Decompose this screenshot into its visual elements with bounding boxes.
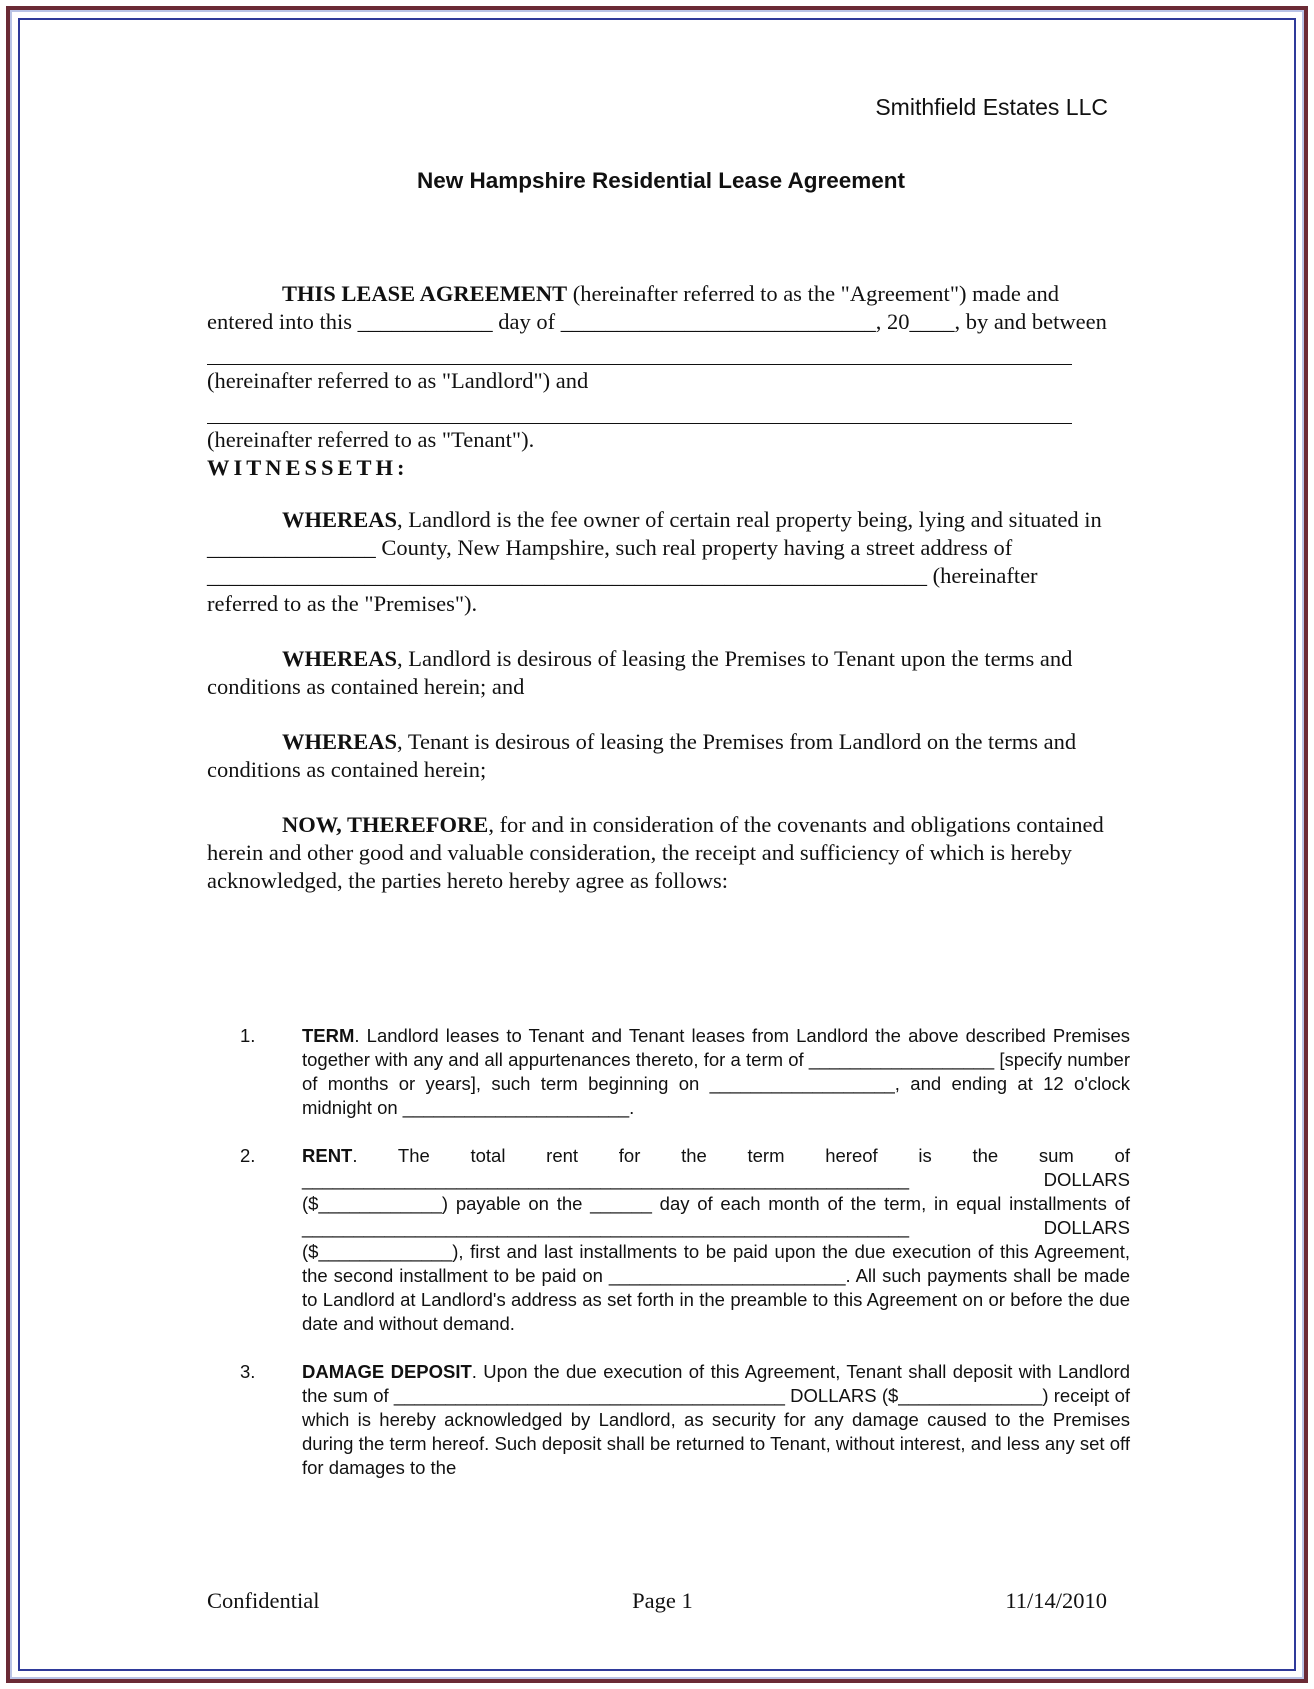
intro-lead: THIS LEASE AGREEMENT (282, 281, 568, 306)
section-number: 2. (240, 1145, 256, 1166)
recital-lead: WHEREAS (282, 729, 398, 754)
tenant-reference: (hereinafter referred to as "Tenant"). (207, 427, 535, 452)
section-heading: DAMAGE DEPOSIT (302, 1361, 472, 1382)
section-term (240, 1024, 1130, 1120)
document-title: New Hampshire Residential Lease Agreement (416, 168, 906, 193)
recital-paragraph (207, 645, 1107, 701)
recital-text: , for and in consideration of the covenants and obligations contained herein and other good and valuable consideration, the receipt and sufficiency of which is hereby acknowledged, the parties hereto hereby agree as follows: (207, 812, 1104, 893)
intro-text: (hereinafter referred to as the "Agreement") made and entered into this ____________ day of ____________________________, 20____, by and between (207, 281, 1107, 334)
section-text: . The total rent for the term hereof is the sum of ___________________________________________________________ DOLLARS ($____________) payable on the ______ day of each month of the term, in equal installments of ___________________________________________________________ DOLLARS ($_____________), first and last installments to be paid upon the due execution of this Agreement, the second installment to be paid on _______________________. All such payments shall be made to Landlord at Landlord's address as set forth in the preamble to this Agreement on or before the due date and without demand. (302, 1145, 1130, 1334)
section-text: . Landlord leases to Tenant and Tenant leases from Landlord the above described Premises together with any and all appurtenances thereto, for a term of __________________ [specify number of months or years], such term beginning on __________________, and ending at 12 o'clock midnight on ______________________. (302, 1025, 1130, 1118)
section-number: 3. (240, 1361, 256, 1382)
recital-text: , Tenant is desirous of leasing the Premises from Landlord on the terms and conditions as contained herein; (207, 729, 1077, 782)
recital-paragraph (207, 728, 1107, 784)
now-therefore-paragraph (207, 811, 1107, 895)
landlord-name-line[interactable] (207, 336, 1072, 365)
witnesseth-heading: WITNESSETH: (207, 455, 409, 480)
agreement-body (207, 280, 1107, 895)
recital-text: , Landlord is the fee owner of certain real property being, lying and situated in _______________ County, New Hampshire, such real property having a street address of ________________________________________________________________ (hereinafter referred to as the "Premises"). (207, 507, 1102, 616)
recital-lead: NOW, THEREFORE (282, 812, 489, 837)
footer-confidential: Confidential (207, 1588, 320, 1613)
recital-paragraph (207, 506, 1107, 618)
document-page (20, 20, 1294, 1669)
numbered-sections (240, 1024, 1130, 1504)
landlord-reference: (hereinafter referred to as "Landlord") and (207, 368, 589, 393)
recital-lead: WHEREAS (282, 507, 398, 532)
recital-text: , Landlord is desirous of leasing the Premises to Tenant upon the terms and conditions as contained herein; and (207, 646, 1073, 699)
recital-lead: WHEREAS (282, 646, 398, 671)
company-name: Smithfield Estates LLC (875, 94, 1108, 120)
intro-paragraph (207, 280, 1107, 336)
section-number: 1. (240, 1025, 256, 1046)
footer-date: 11/14/2010 (1005, 1588, 1107, 1613)
section-text: . Upon the due execution of this Agreement, Tenant shall deposit with Landlord the sum of ______________________________________ DOLLARS ($______________) receipt of which is hereby acknowledged by Landlord, as security for any damage caused to the Premises during the term hereof. Such deposit shall be returned to Tenant, without interest, and less any set off for damages to the (302, 1361, 1130, 1478)
section-rent (240, 1144, 1130, 1336)
footer-page-number: Page 1 (632, 1588, 693, 1613)
page-footer (207, 1588, 1107, 1614)
section-damage-deposit (240, 1360, 1130, 1480)
section-heading: RENT (302, 1145, 353, 1166)
section-heading: TERM (302, 1025, 355, 1046)
tenant-name-line[interactable] (207, 395, 1072, 424)
